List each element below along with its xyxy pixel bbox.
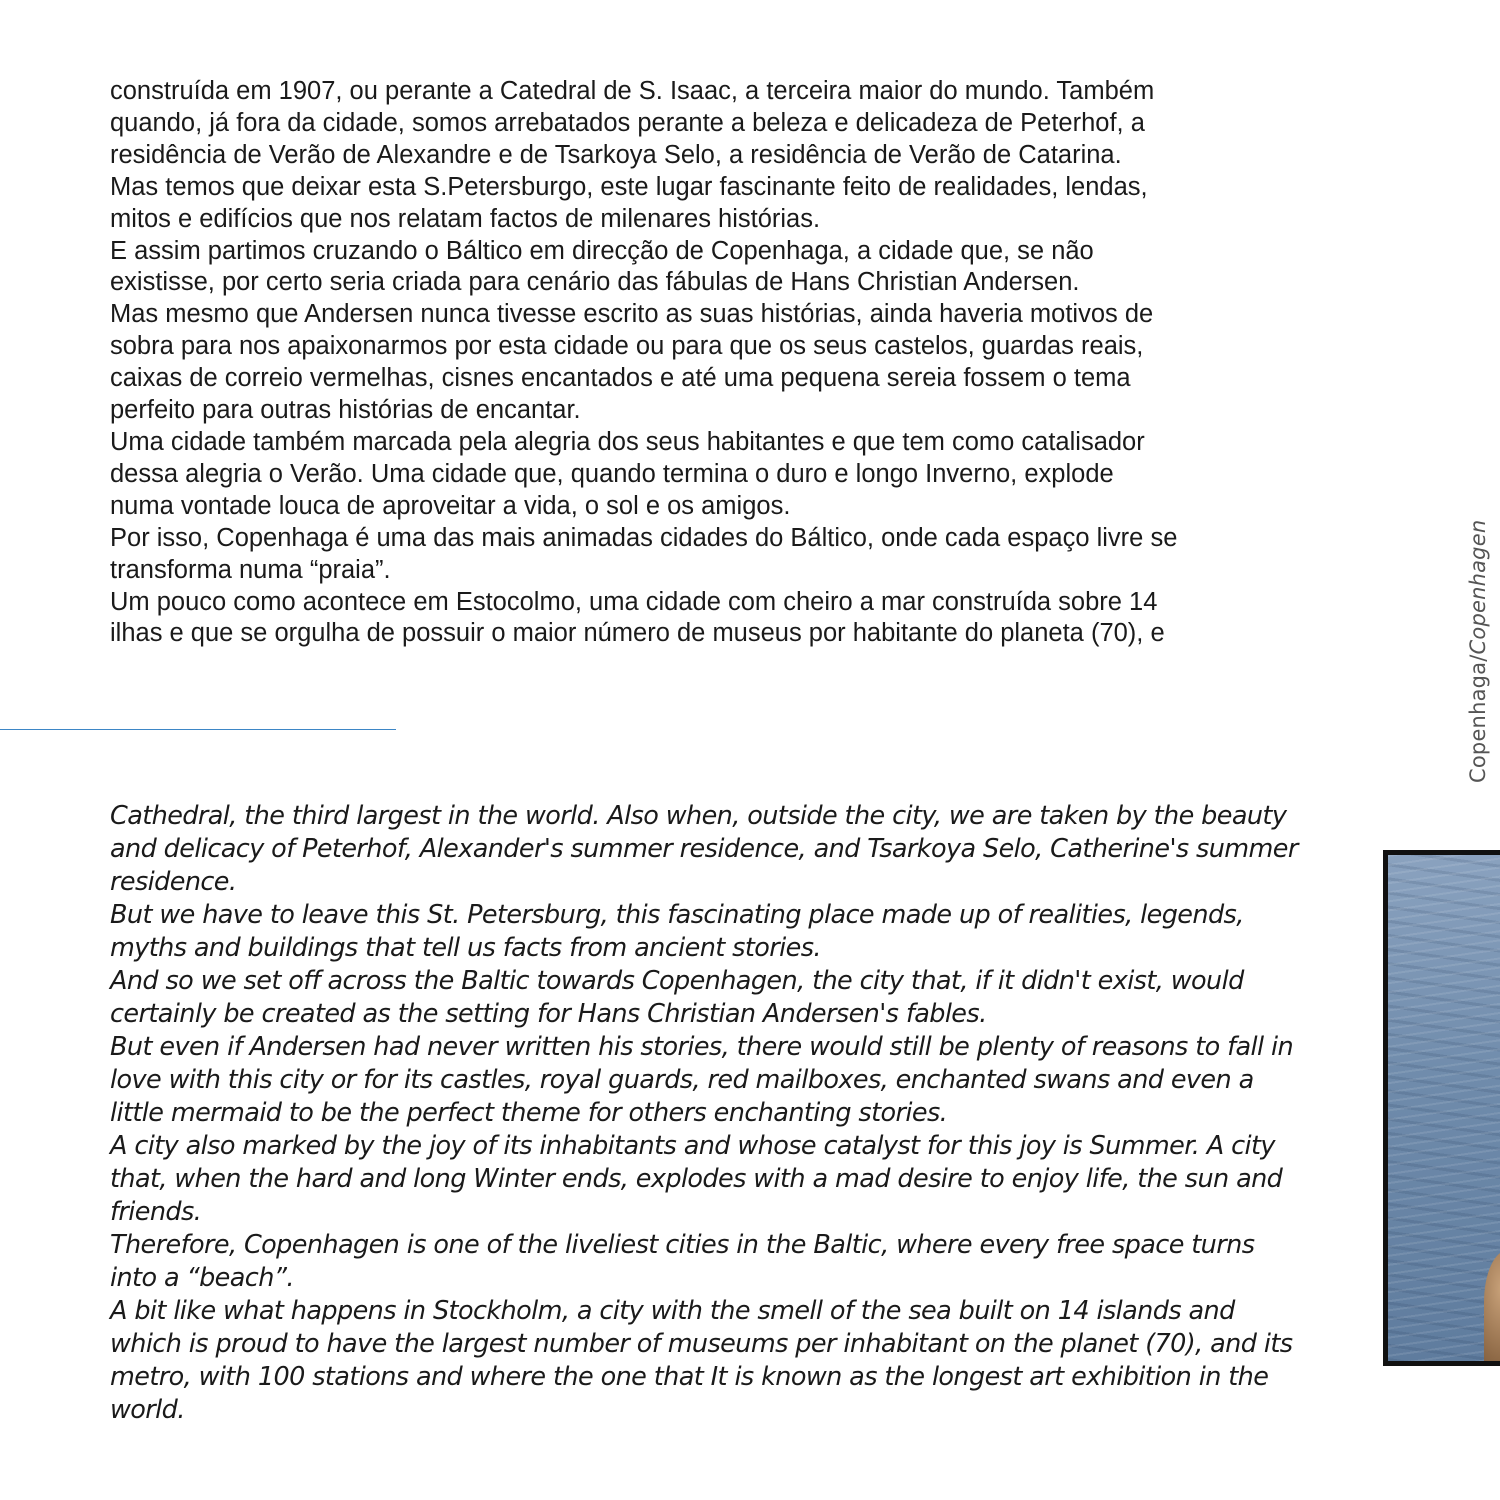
text-line: and delicacy of Peterhof, Alexander's summer residence, and Tsarkoya Selo, Catherine's summer <box>110 834 1298 864</box>
text-line: that, when the hard and long Winter ends, explodes with a mad desire to enjoy life, the sun and <box>110 1164 1283 1194</box>
text-line: And so we set off across the Baltic towards Copenhagen, the city that, if it didn't exist, would <box>110 966 1244 996</box>
text-line: into a “beach”. <box>110 1263 294 1293</box>
caption-portuguese: Copenhaga/ <box>1466 654 1490 783</box>
text-line: myths and buildings that tell us facts from ancient stories. <box>110 933 821 963</box>
text-line: sobra para nos apaixonarmos por esta cidade ou para que os seus castelos, guardas reais, <box>110 332 1144 361</box>
text-line: Um pouco como acontece em Estocolmo, uma cidade com cheiro a mar construída sobre 14 <box>110 587 1158 616</box>
text-line: residência de Verão de Alexandre e de Tsarkoya Selo, a residência de Verão de Catarina. <box>110 140 1122 169</box>
caption-english: Copenhagen <box>1466 519 1490 655</box>
text-line: But even if Andersen had never written his stories, there would still be plenty of reasons to fall in <box>110 1032 1294 1062</box>
text-line: Mas temos que deixar esta S.Petersburgo, este lugar fascinante feito de realidades, lendas, <box>110 172 1148 201</box>
text-line: A bit like what happens in Stockholm, a city with the smell of the sea built on 14 islands and <box>110 1296 1235 1326</box>
text-line: little mermaid to be the perfect theme for others enchanting stories. <box>110 1098 948 1128</box>
text-line: caixas de correio vermelhas, cisnes encantados e até uma pequena sereia fossem o tema <box>110 364 1131 393</box>
text-line: which is proud to have the largest number of museums per inhabitant on the planet (70), and its <box>110 1329 1293 1359</box>
photo-rock-detail <box>1484 1250 1500 1361</box>
copenhagen-photo <box>1383 850 1500 1366</box>
text-line: metro, with 100 stations and where the one that It is known as the longest art exhibition in the <box>110 1362 1269 1392</box>
text-line: A city also marked by the joy of its inhabitants and whose catalyst for this joy is Summer. A city <box>110 1131 1275 1161</box>
text-line: friends. <box>110 1197 202 1227</box>
text-line: certainly be created as the setting for Hans Christian Andersen's fables. <box>110 999 987 1029</box>
text-line: transforma numa “praia”. <box>110 555 391 584</box>
text-line: Uma cidade também marcada pela alegria dos seus habitantes e que tem como catalisador <box>110 427 1145 456</box>
text-line: existisse, por certo seria criada para cenário das fábulas de Hans Christian Andersen. <box>110 268 1080 297</box>
section-divider <box>0 729 396 730</box>
text-line: residence. <box>110 867 237 897</box>
portuguese-text <box>110 76 1270 650</box>
text-line: perfeito para outras histórias de encantar. <box>110 396 581 425</box>
text-line: love with this city or for its castles, royal guards, red mailboxes, enchanted swans and even a <box>110 1065 1254 1095</box>
english-text <box>110 800 1298 1427</box>
text-line: Therefore, Copenhagen is one of the liveliest cities in the Baltic, where every free space turns <box>110 1230 1255 1260</box>
text-line: ilhas e que se orgulha de possuir o maior número de museus por habitante do planeta (70), e <box>110 619 1165 648</box>
text-line: mitos e edifícios que nos relatam factos de milenares histórias. <box>110 204 821 233</box>
text-line: Cathedral, the third largest in the world. Also when, outside the city, we are taken by the beauty <box>110 801 1287 831</box>
text-line: world. <box>110 1395 185 1425</box>
text-line: But we have to leave this St. Petersburg, this fascinating place made up of realities, legends, <box>110 900 1244 930</box>
text-line: numa vontade louca de aproveitar a vida, o sol e os amigos. <box>110 491 791 520</box>
text-line: quando, já fora da cidade, somos arrebatados perante a beleza e delicadeza de Peterhof, a <box>110 108 1145 137</box>
photo-caption <box>1466 520 1490 783</box>
photo-image <box>1388 855 1500 1361</box>
text-line: Mas mesmo que Andersen nunca tivesse escrito as suas histórias, ainda haveria motivos de <box>110 300 1154 329</box>
text-line: construída em 1907, ou perante a Catedral de S. Isaac, a terceira maior do mundo. Também <box>110 77 1155 105</box>
text-line: dessa alegria o Verão. Uma cidade que, quando termina o duro e longo Inverno, explode <box>110 459 1114 488</box>
text-line: E assim partimos cruzando o Báltico em direcção de Copenhaga, a cidade que, se não <box>110 236 1094 265</box>
text-line: Por isso, Copenhaga é uma das mais animadas cidades do Báltico, onde cada espaço livre se <box>110 523 1178 552</box>
